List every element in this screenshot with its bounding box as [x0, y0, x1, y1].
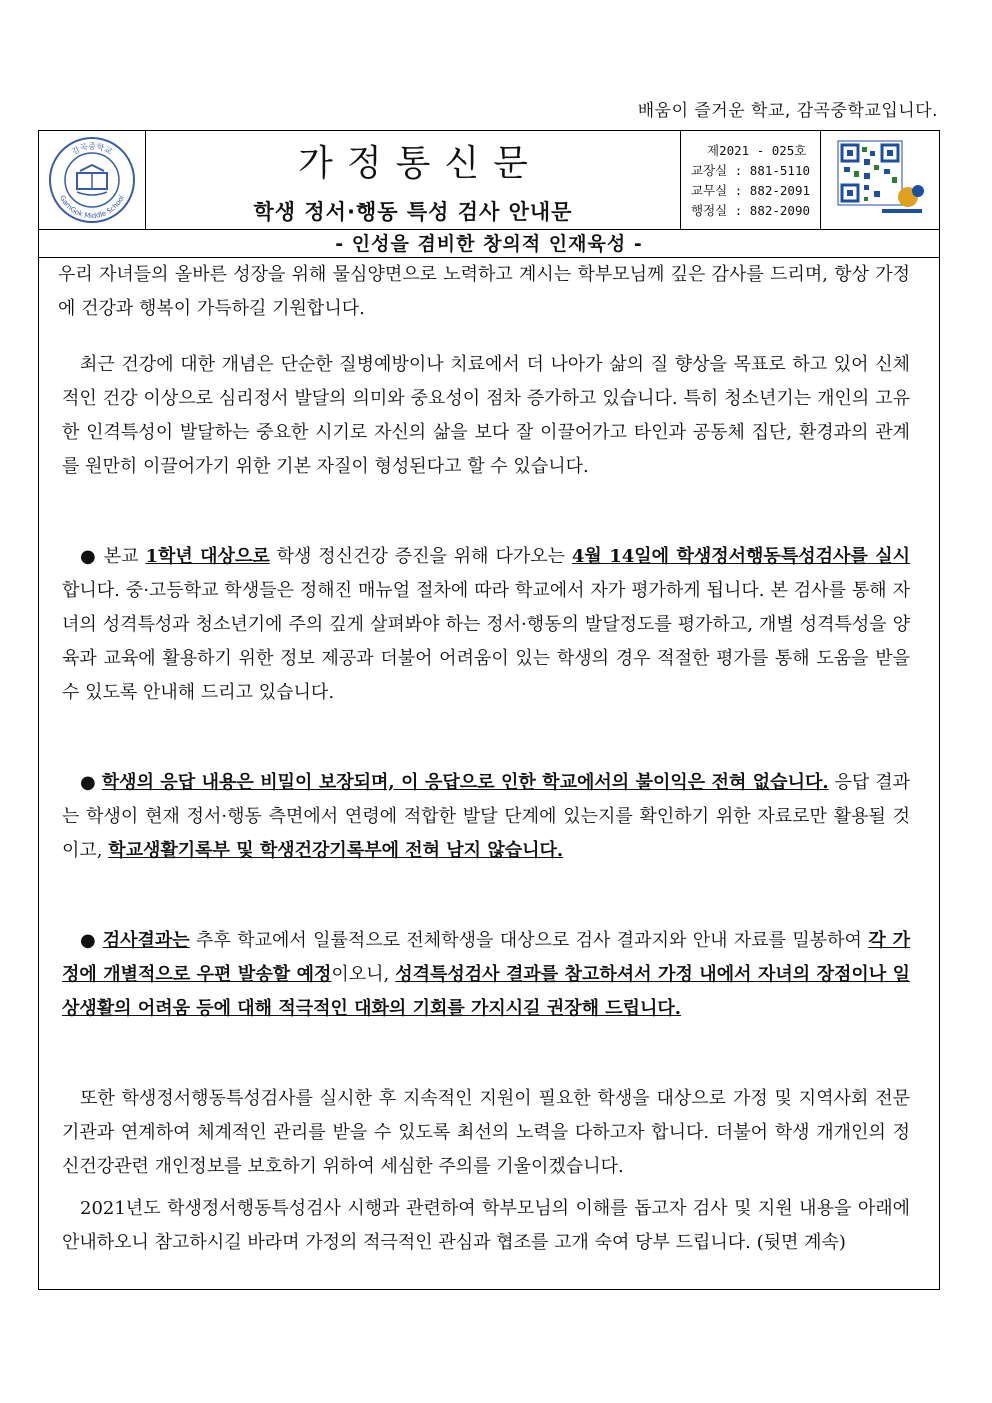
- school-slogan: 배움이 즐거운 학교, 감곡중학교입니다.: [637, 101, 938, 121]
- school-emblem-icon: [47, 135, 137, 225]
- qr-cell: [821, 131, 939, 229]
- contact-info-cell: [681, 131, 821, 229]
- logo-top-text: 감곡중학교: [70, 142, 114, 157]
- svg-text:감곡중학교: [70, 141, 114, 156]
- discussion-recommendation: 성격특성검사 결과를 참고하셔서 가정 내에서 자녀의 장점이나 일상생활의 어려움 등에 대해 적극적인 대화의 기회를 가지시길 권장해 드립니다.: [62, 964, 911, 1019]
- contact-principal: 교장실 : 881-5110: [691, 163, 811, 178]
- document-subtitle: 학생 정서·행동 특성 검사 안내문: [253, 199, 573, 224]
- background-paragraph: 최근 건강에 대한 개념은 단순한 질병예방이나 치료에서 더 나아가 삶의 질 향상을 목표로 하고 있어 신체적인 건강 이상으로 심리정서 발달의 의미와 중요성이 점차 증가하고 있습니다. 특히 청소년기는 개인의 고유한 인격특성이 발달하는 중요한 시기로 자신의 삶을 보다 잘 이끌어가고 타인과 공동체 집단, 환경과의 관계를 원만히 이끌어가기 위한 기본 자질이 형성된다고 할 수 있습니다.: [62, 354, 910, 477]
- results-label: 검사결과는: [102, 930, 190, 951]
- school-logo-cell: [39, 131, 146, 229]
- bullet-paragraph-test-schedule: ● 본교 1학년 대상으로 학생 정신건강 증진을 위해 다가오는 4월 14일에 학생정서행동특성검사를 실시합니다. 중·고등학교 학생들은 정해진 매뉴얼 절차에 따라 학교에서 자가 평가하게 됩니다. 본 검사를 통해 자녀의 성격특성과 청소년기에 주의 깊게 살펴봐야 하는 정서·행동의 발달정도를 평가하고, 개별 성격특성을 양육과 교육에 활용하기 위한 정보 제공과 더불어 어려움이 있는 학생의 경우 적절한 평가를 통해 도움을 받을 수 있도록 안내해 드리고 있습니다.: [62, 546, 910, 703]
- mailing-notice: 각 가정에 개별적으로 우편 발송할 예정: [62, 930, 911, 985]
- bullet-icon: ●: [80, 930, 97, 951]
- logo-bottom-text: GamGok Middle School: [57, 194, 126, 221]
- record-notice: 학교생활기록부 및 학생건강기록부에 전혀 남지 않습니다.: [108, 840, 564, 861]
- bullet-icon: ●: [80, 546, 97, 567]
- bullet-paragraph-privacy: ● 학생의 응답 내용은 비밀이 보장되며, 이 응답으로 인한 학교에서의 불이익은 전혀 없습니다. 응답 결과는 학생이 현재 정서·행동 측면에서 연령에 적합한 발달 단계에 있는지를 확인하기 위한 자료로만 활용될 것이고, 학교생활기록부 및 학생건강기록부에 전혀 남지 않습니다.: [62, 772, 910, 861]
- letter-body: [58, 258, 911, 1260]
- qr-code-icon: [834, 139, 926, 221]
- support-paragraph: 또한 학생정서행동특성검사를 실시한 후 지속적인 지원이 필요한 학생을 대상으로 가정 및 지역사회 전문기관과 연계하여 체계적인 관리를 받을 수 있도록 최선의 노력을 다하고자 합니다. 더불어 학생 개개인의 정신건강관련 개인정보를 보호하기 위하여 세심한 주의를 기울이겠습니다.: [62, 1088, 910, 1177]
- title-cell: [146, 131, 681, 229]
- document-number: 제2021 - 025호: [707, 143, 807, 158]
- document-title: 가정통신문: [298, 142, 542, 184]
- school-motto: - 인성을 겸비한 창의적 인재육성 -: [38, 230, 940, 258]
- bullet-paragraph-results: ● 검사결과는 추후 학교에서 일률적으로 전체학생을 대상으로 검사 결과지와 안내 자료를 밀봉하여 각 가정에 개별적으로 우편 발송할 예정이오니, 성격특성검사 결과를 참고하셔서 가정 내에서 자녀의 장점이나 일상생활의 어려움 등에 대해 적극적인 대화의 기회를 가지시길 권장해 드립니다.: [62, 930, 911, 1019]
- target-grade: 1학년 대상으로: [145, 546, 270, 567]
- privacy-notice: 학생의 응답 내용은 비밀이 보장되며, 이 응답으로 인한 학교에서의 불이익은 전혀 없습니다.: [101, 772, 829, 793]
- bullet-icon: ●: [80, 772, 96, 793]
- closing-paragraph: 2021년도 학생정서행동특성검사 시행과 관련하여 학부모님의 이해를 돕고자 검사 및 지원 내용을 아래에 안내하오니 참고하시길 바라며 가정의 적극적인 관심과 협조를 고개 숙여 당부 드립니다. (뒷면 계속): [62, 1198, 910, 1253]
- test-date: 4월 14일에 학생정서행동특성검사를 실시: [571, 546, 910, 567]
- greeting-paragraph: 우리 자녀들의 올바른 성장을 위해 물심양면으로 노력하고 계시는 학부모님께 깊은 감사를 드리며, 항상 가정에 건강과 행복이 가득하길 기원합니다.: [58, 264, 910, 319]
- contact-admin: 행정실 : 882-2090: [691, 203, 811, 218]
- contact-academic: 교무실 : 882-2091: [691, 183, 811, 198]
- letter-header: [38, 130, 940, 230]
